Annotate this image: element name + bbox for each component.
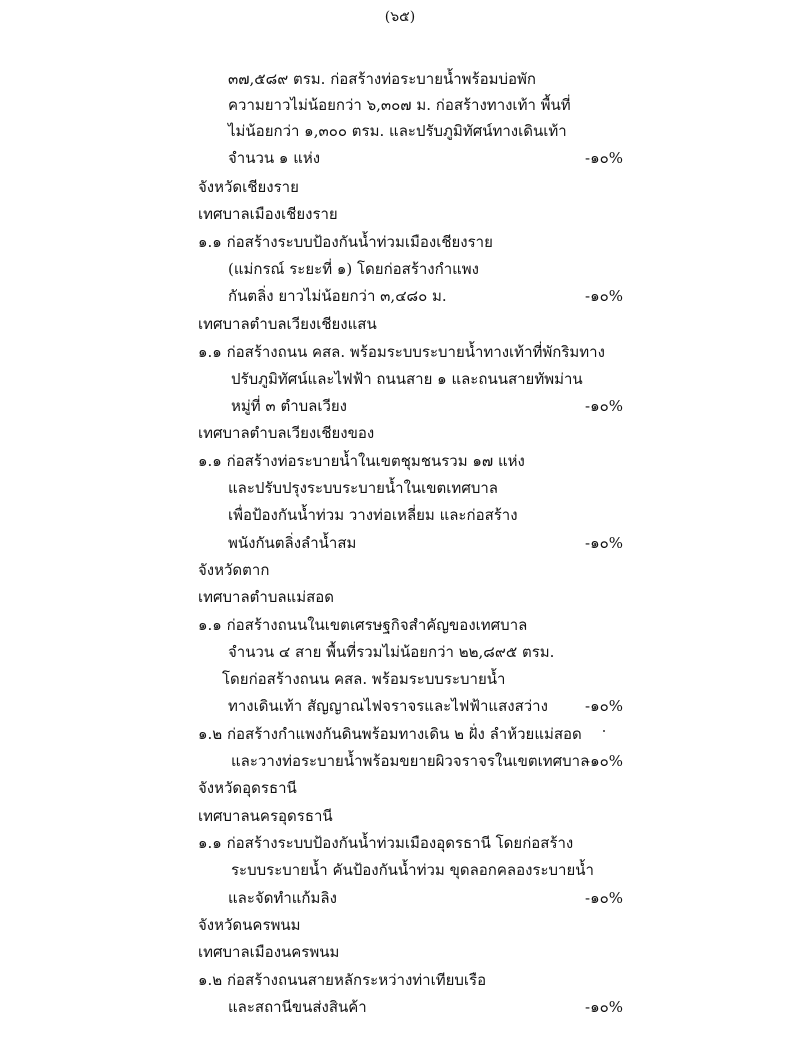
text-line: และจัดทำแก้มลิง (228, 889, 337, 907)
province-heading: จังหวัดเชียงราย (198, 178, 299, 196)
municipality-heading: เทศบาลตำบลแม่สอด (198, 588, 335, 606)
amount-value: -๑๐% (585, 534, 623, 552)
text-line: ความยาวไม่น้อยกว่า ๖,๓๐๗ ม. ก่อสร้างทางเท้า พื้นที่ (228, 96, 571, 114)
amount-value: -๑๐% (585, 287, 623, 305)
scan-speck (603, 730, 605, 732)
municipality-heading: เทศบาลเมืองเชียงราย (198, 205, 338, 223)
text-line: ทางเดินเท้า สัญญาณไฟจราจรและไฟฟ้าแสงสว่าง (228, 697, 548, 715)
amount-value: -๑๐% (585, 889, 623, 907)
province-heading: จังหวัดตาก (198, 561, 270, 579)
province-heading: จังหวัดนครพนม (198, 916, 301, 934)
text-line: (แม่กรณ์ ระยะที่ ๑) โดยก่อสร้างกำแพง (228, 260, 480, 278)
text-line: เพื่อป้องกันน้ำท่วม วางท่อเหลี่ยม และก่อสร้าง (228, 506, 518, 524)
municipality-heading: เทศบาลนครอุดรธานี (198, 807, 333, 825)
amount-value: -๑๐% (585, 998, 623, 1016)
text-line: และสถานีขนส่งสินค้า (228, 998, 367, 1016)
text-line: หมู่ที่ ๓ ตำบลเวียง (231, 397, 347, 415)
amount-value: -๑๐% (585, 697, 623, 715)
text-line: จำนวน ๔ สาย พื้นที่รวมไม่น้อยกว่า ๒๒,๘๙๕ ตรม. (228, 643, 555, 661)
page-number: (๖๕) (384, 9, 416, 25)
project-item: ๑.๑ ก่อสร้างระบบป้องกันน้ำท่วมเมืองเชียงราย (198, 233, 493, 251)
province-heading: จังหวัดอุดรธานี (198, 779, 297, 797)
municipality-heading: เทศบาลตำบลเวียงเชียงของ (198, 424, 375, 442)
amount-value: -๑๐% (585, 149, 623, 167)
text-line: พนังกันตลิ่งลำน้ำสม (228, 534, 357, 552)
project-item: ๑.๑ ก่อสร้างระบบป้องกันน้ำท่วมเมืองอุดรธานี โดยก่อสร้าง (198, 834, 574, 852)
municipality-heading: เทศบาลเมืองนครพนม (198, 943, 340, 961)
project-item: ๑.๑ ก่อสร้างถนน คสล. พร้อมระบบระบายน้ำทางเท้าที่พักริมทาง (198, 343, 605, 361)
text-line: โดยก่อสร้างถนน คสล. พร้อมระบบระบายน้ำ (222, 670, 506, 688)
text-line: กันตลิ่ง ยาวไม่น้อยกว่า ๓,๔๘๐ ม. (228, 287, 447, 305)
amount-value: -๑๐% (585, 752, 623, 770)
text-line: และปรับปรุงระบบระบายน้ำในเขตเทศบาล (228, 479, 498, 497)
text-line: ๓๗,๕๘๙ ตรม. ก่อสร้างท่อระบายน้ำพร้อมบ่อพัก (228, 70, 537, 88)
amount-value: -๑๐% (585, 397, 623, 415)
project-item: ๑.๒ ก่อสร้างกำแพงกันดินพร้อมทางเดิน ๒ ฝั่ง ลำห้วยแม่สอด (198, 725, 582, 743)
text-line: ระบบระบายน้ำ คันป้องกันน้ำท่วม ขุดลอกคลองระบายน้ำ (231, 861, 594, 879)
text-line: ปรับภูมิทัศน์และไฟฟ้า ถนนสาย ๑ และถนนสายทัพม่าน (231, 370, 583, 388)
text-line: และวางท่อระบายน้ำพร้อมขยายผิวจราจรในเขตเทศบาล (231, 752, 590, 770)
municipality-heading: เทศบาลตำบลเวียงเชียงแสน (198, 315, 377, 333)
text-line: ไม่น้อยกว่า ๑,๓๐๐ ตรม. และปรับภูมิทัศน์ทางเดินเท้า (228, 122, 567, 140)
project-item: ๑.๒ ก่อสร้างถนนสายหลักระหว่างท่าเทียบเรือ (198, 971, 487, 989)
project-item: ๑.๑ ก่อสร้างถนนในเขตเศรษฐกิจสำคัญของเทศบาล (198, 616, 528, 634)
project-item: ๑.๑ ก่อสร้างท่อระบายน้ำในเขตชุมชนรวม ๑๗ แห่ง (198, 452, 525, 470)
text-line: จำนวน ๑ แห่ง (228, 149, 321, 167)
